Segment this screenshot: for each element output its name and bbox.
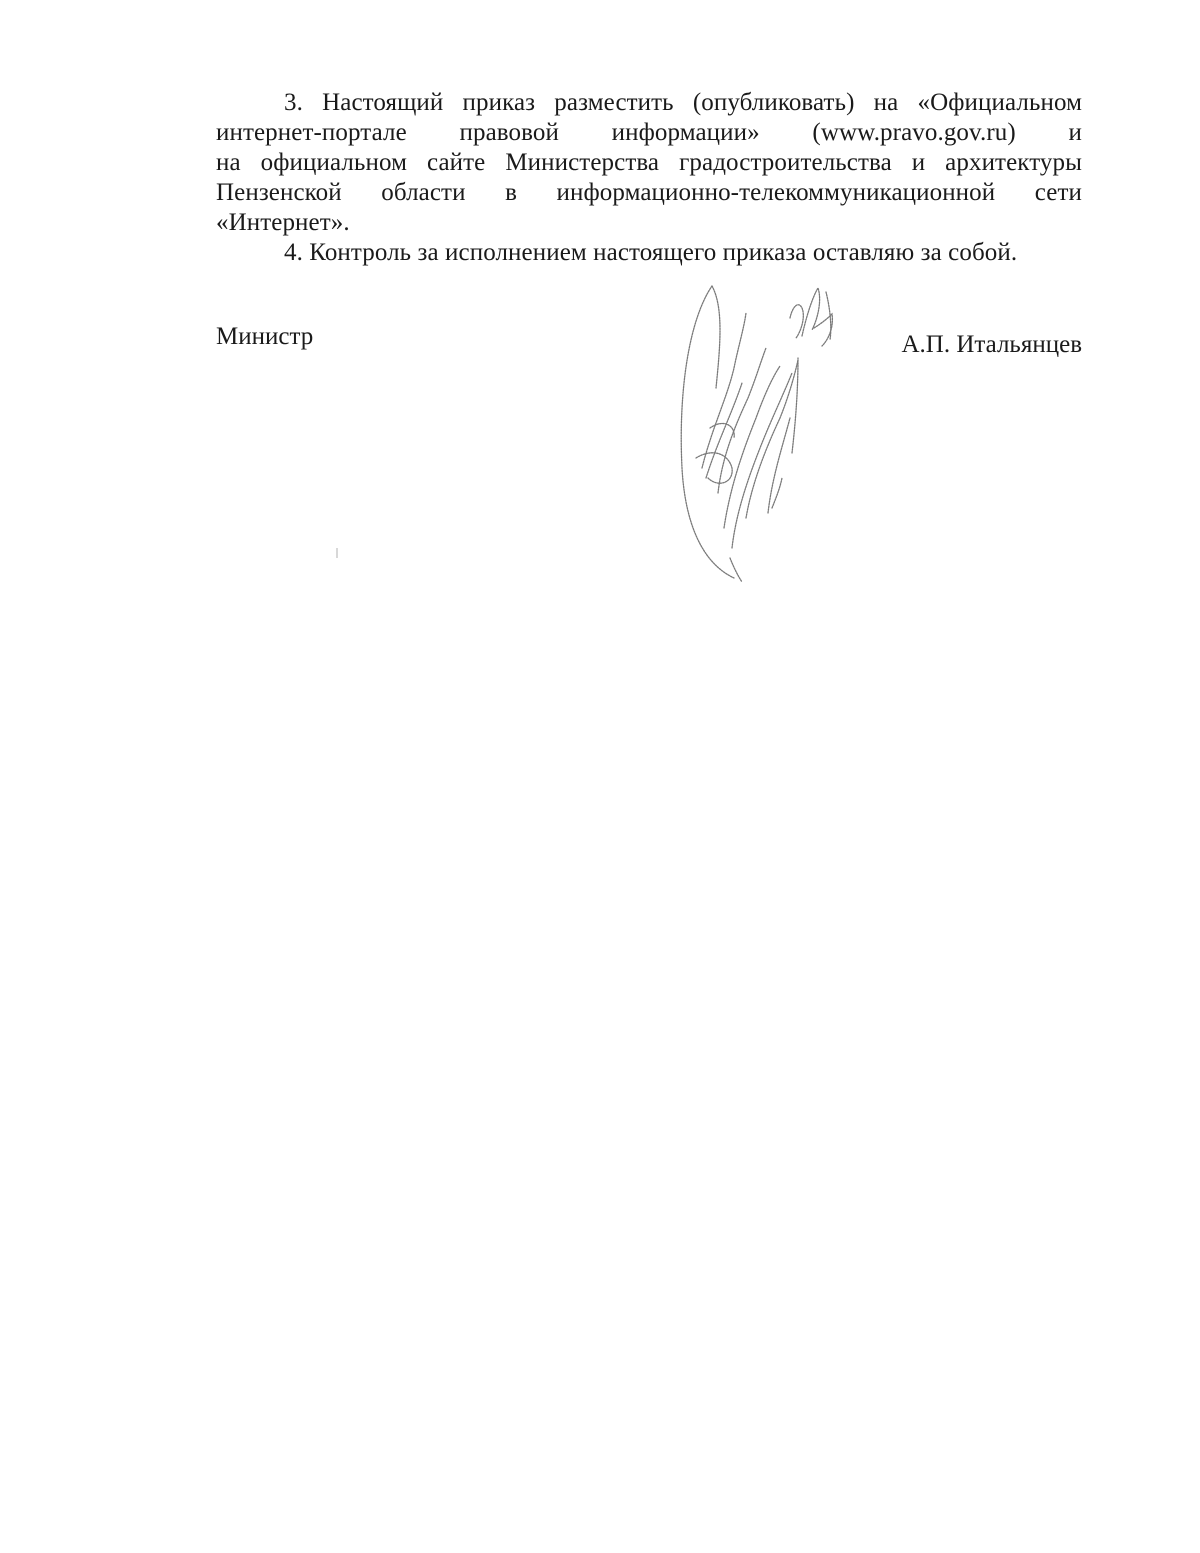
scan-artifact [336,548,338,558]
paragraph-3 [216,88,1082,238]
signer-position: Министр [216,323,314,350]
paragraph-4: 4. Контроль за исполнением настоящего приказа оставляю за собой. [284,239,1018,266]
signer-name: А.П. Итальянцев [901,331,1082,358]
paragraph-3-line: 3. Настоящий приказ разместить (опубликовать) на «Официальном [284,89,1082,116]
paragraph-3-line: «Интернет». [216,209,350,236]
paragraph-3-line: Пензенской области в информационно-телекоммуникационной сети [216,179,1082,206]
paragraph-3-line: интернет-портале правовой информации» (www.pravo.gov.ru) и [216,119,1082,146]
paragraph-3-line: на официальном сайте Министерства градостроительства и архитектуры [216,149,1082,176]
handwritten-signature [672,278,852,583]
